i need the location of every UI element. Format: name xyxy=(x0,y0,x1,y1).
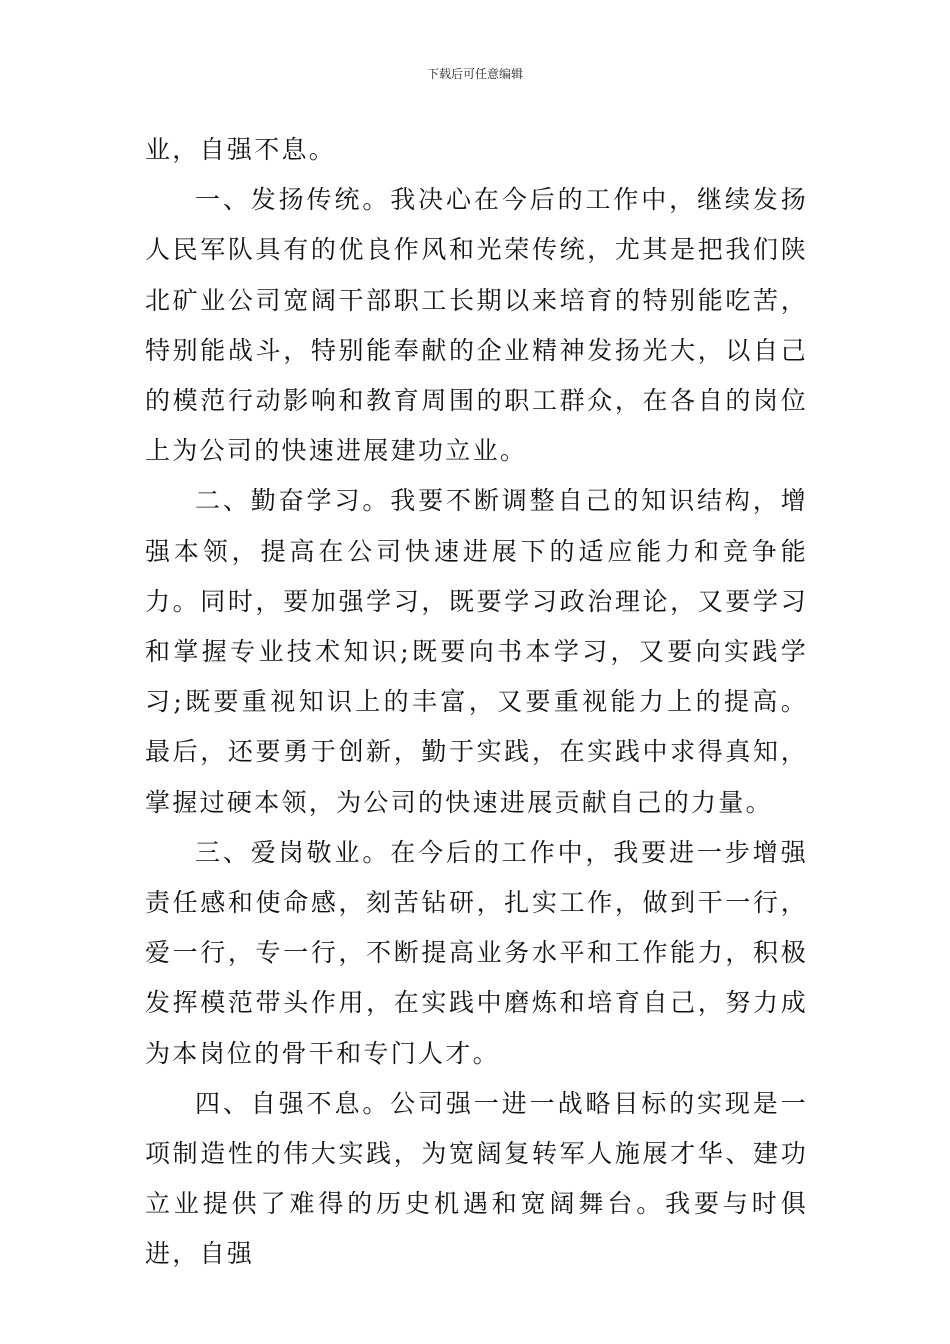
page-header: 下载后可任意编辑 xyxy=(426,67,523,81)
document-body xyxy=(145,125,808,1280)
paragraph-diligent-study: 二、勤奋学习。我要不断调整自己的知识结构，增强本领，提高在公司快速进展下的适应能力和竞争能力。同时，要加强学习，既要学习政治理论，又要学习和掌握专业技术知识;既要向书本学习，又要向实践学习;既要重视知识上的丰富，又要重视能力上的提高。最后，还要勇于创新，勤于实践，在实践中求得真知，掌握过硬本领，为公司的快速进展贡献自己的力量。 xyxy=(145,486,808,817)
paragraph-carry-on-tradition: 一、发扬传统。我决心在今后的工作中，继续发扬人民军队具有的优良作风和光荣传统，尤其是把我们陕北矿业公司宽阔干部职工长期以来培育的特别能吃苦，特别能战斗，特别能奉献的企业精神发扬光大，以自己的模范行动影响和教育周围的职工群众，在各自的岗位上为公司的快速进展建功立业。 xyxy=(145,185,808,466)
paragraph-self-improvement: 四、自强不息。公司强一进一战略目标的实现是一项制造性的伟大实践，为宽阔复转军人施展才华、建功立业提供了难得的历史机遇和宽阔舞台。我要与时俱进，自强 xyxy=(145,1088,808,1269)
paragraph-love-job: 三、爱岗敬业。在今后的工作中，我要进一步增强责任感和使命感，刻苦钻研，扎实工作，做到干一行，爱一行，专一行，不断提高业务水平和工作能力，积极发挥模范带头作用，在实践中磨炼和培育自己，努力成为本岗位的骨干和专门人才。 xyxy=(145,837,808,1068)
paragraph-continuation: 业，自强不息。 xyxy=(145,135,337,164)
